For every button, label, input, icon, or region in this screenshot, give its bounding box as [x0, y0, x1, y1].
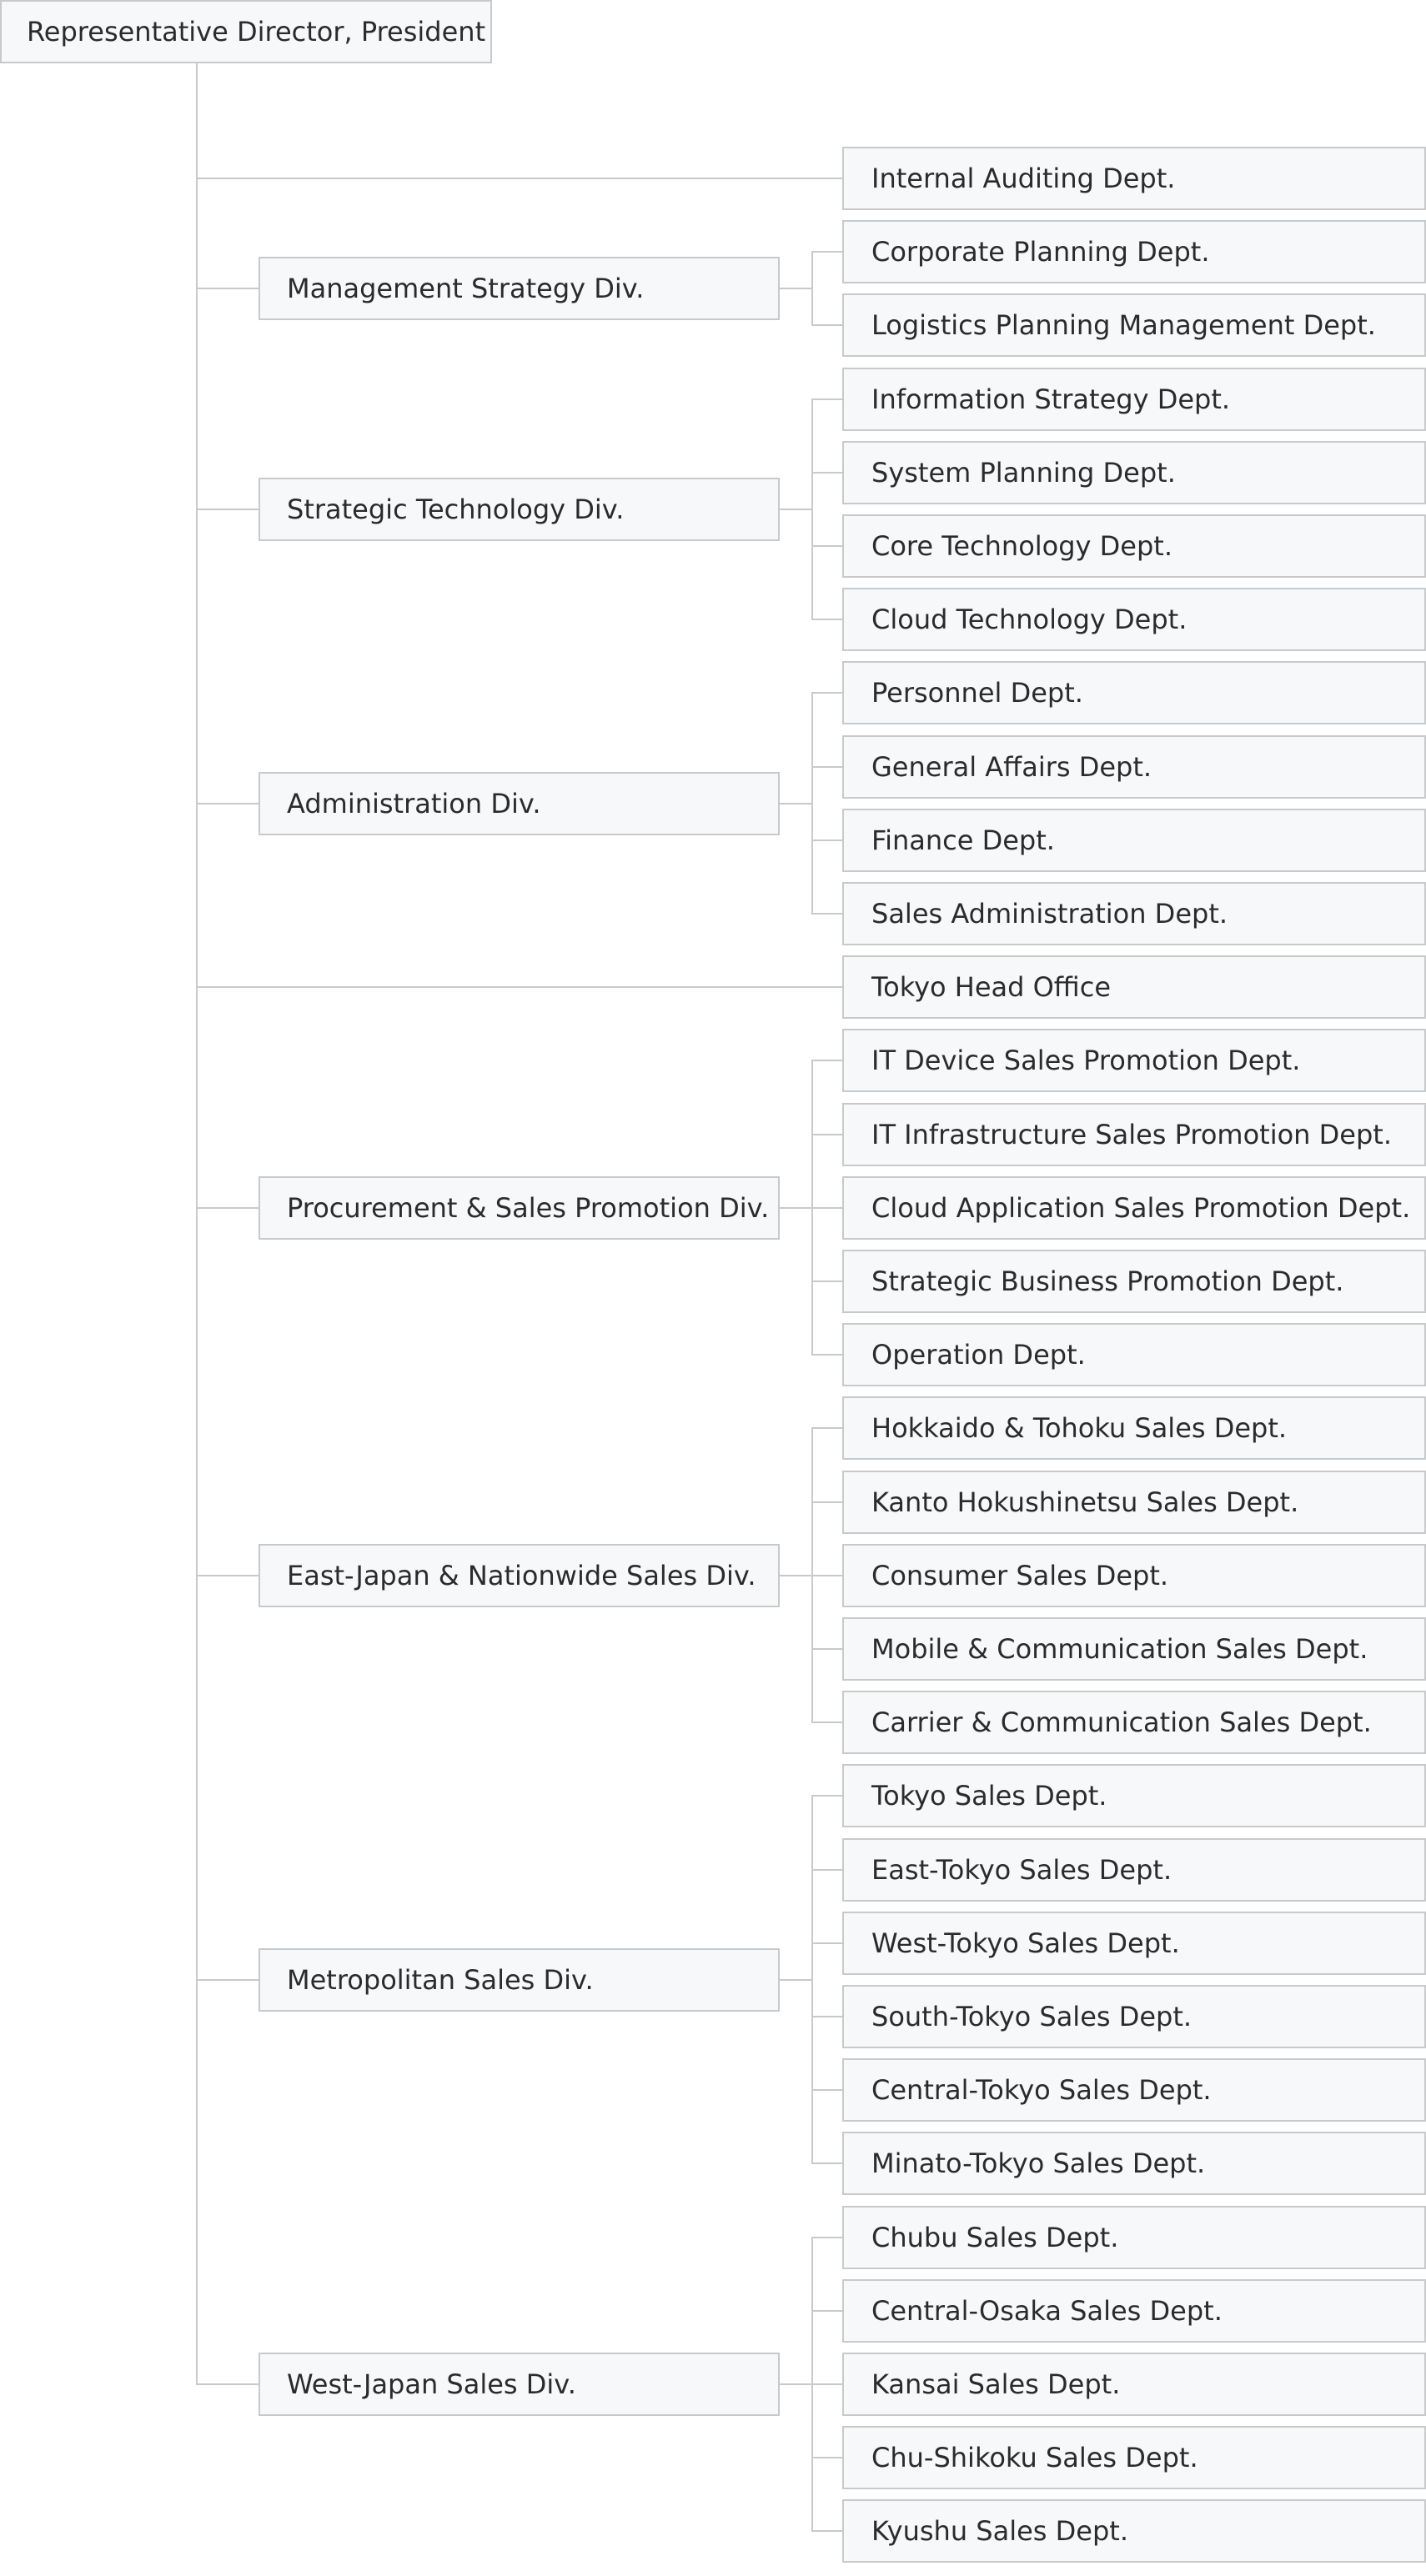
dept-node	[842, 441, 1426, 504]
dept-node-label: West-Tokyo Sales Dept.	[871, 1927, 1180, 1959]
connector-bracket-to-dept	[811, 2089, 842, 2091]
division-node-label: East-Japan & Nationwide Sales Div.	[287, 1559, 756, 1591]
connector-bracket-to-dept	[811, 1942, 842, 1944]
division-node	[259, 1176, 780, 1240]
connector-bracket-to-dept	[811, 1869, 842, 1871]
dept-node	[842, 661, 1426, 724]
dept-node-label: Chubu Sales Dept.	[871, 2221, 1119, 2253]
dept-node	[842, 1838, 1426, 1902]
connector-bracket-to-dept	[811, 766, 842, 768]
connector-bracket-to-dept	[811, 2016, 842, 2017]
connector-bracket-to-dept	[811, 1648, 842, 1650]
dept-node	[842, 1985, 1426, 2048]
dept-node	[842, 1176, 1426, 1240]
connector-bracket-to-dept	[811, 472, 842, 474]
dept-node-label: Central-Osaka Sales Dept.	[871, 2294, 1223, 2327]
dept-node-label: Consumer Sales Dept.	[871, 1559, 1169, 1591]
connector-bracket-to-dept	[811, 324, 842, 326]
division-node	[259, 478, 780, 541]
division-node-label: Management Strategy Div.	[287, 273, 645, 305]
connector-bracket-to-dept	[811, 2383, 842, 2385]
connector-div-to-bracket	[780, 1575, 812, 1576]
division-node	[259, 1948, 780, 2012]
root-node-label: Representative Director, President	[27, 16, 486, 48]
root-node	[0, 0, 492, 63]
division-node-label: Strategic Technology Div.	[287, 493, 625, 525]
division-node-label: Administration Div.	[287, 787, 541, 819]
dept-node	[842, 1544, 1426, 1607]
connector-bracket-to-dept	[811, 545, 842, 547]
dept-node	[842, 1617, 1426, 1681]
connector-bracket-to-dept	[811, 2310, 842, 2312]
dept-node-label: East-Tokyo Sales Dept.	[871, 1853, 1172, 1886]
connector-trunk-to-div	[196, 288, 259, 289]
dept-node-label: Cloud Application Sales Promotion Dept.	[871, 1191, 1411, 1224]
dept-node	[842, 1764, 1426, 1827]
connector-bracket-to-dept	[811, 1427, 842, 1429]
division-node-label: Procurement & Sales Promotion Div.	[287, 1191, 770, 1224]
dept-node-label: Kansai Sales Dept.	[871, 2368, 1121, 2400]
connector-bracket-to-dept	[811, 251, 842, 253]
connector-direct	[196, 986, 842, 988]
connector-bracket-to-dept	[811, 1354, 842, 1356]
connector-trunk-to-div	[196, 803, 259, 804]
connector-bracket	[811, 692, 813, 915]
connector-bracket-to-dept	[811, 2163, 842, 2164]
dept-node-label: South-Tokyo Sales Dept.	[871, 2001, 1193, 2032]
dept-node-label: Tokyo Head Office	[871, 971, 1112, 1004]
dept-node	[842, 220, 1426, 283]
dept-node-label: Sales Administration Dept.	[871, 898, 1228, 930]
connector-bracket-to-dept	[811, 1722, 842, 1723]
connector-bracket-to-dept	[811, 619, 842, 620]
connector-div-to-bracket	[780, 803, 812, 804]
dept-node	[842, 147, 1426, 210]
connector-bracket-to-dept	[811, 1501, 842, 1503]
connector-trunk-to-div	[196, 509, 259, 510]
connector-div-to-bracket	[780, 2383, 812, 2385]
division-node	[259, 772, 780, 835]
dept-node	[842, 2279, 1426, 2343]
dept-node	[842, 1250, 1426, 1313]
dept-node	[842, 1471, 1426, 1534]
dept-node	[842, 955, 1426, 1019]
connector-bracket-to-dept	[811, 1134, 842, 1135]
dept-node-label: Corporate Planning Dept.	[871, 236, 1210, 268]
division-node-label: West-Japan Sales Div.	[287, 2368, 576, 2400]
dept-node-label: Tokyo Sales Dept.	[871, 1780, 1107, 1812]
dept-node	[842, 1029, 1426, 1092]
division-node	[259, 2353, 780, 2416]
division-node	[259, 1544, 780, 1607]
connector-bracket-to-dept	[811, 692, 842, 694]
connector-bracket	[811, 1795, 813, 2164]
dept-node	[842, 2426, 1426, 2489]
connector-bracket	[811, 398, 813, 621]
dept-node-label: Personnel Dept.	[871, 677, 1083, 709]
division-node-label: Metropolitan Sales Div.	[287, 1963, 594, 1996]
dept-node-label: System Planning Dept.	[871, 456, 1176, 489]
dept-node-label: IT Device Sales Promotion Dept.	[871, 1045, 1301, 1077]
connector-bracket-to-dept	[811, 398, 842, 400]
dept-node	[842, 2499, 1426, 2563]
dept-node-label: Information Strategy Dept.	[871, 383, 1231, 415]
dept-node	[842, 882, 1426, 945]
dept-node	[842, 809, 1426, 872]
dept-node	[842, 2206, 1426, 2269]
connector-bracket	[811, 251, 813, 326]
dept-node	[842, 368, 1426, 431]
dept-node-label: Logistics Planning Management Dept.	[871, 309, 1376, 342]
connector-trunk	[196, 63, 198, 2385]
dept-node-label: Finance Dept.	[871, 824, 1055, 856]
dept-node	[842, 735, 1426, 799]
dept-node	[842, 2353, 1426, 2416]
connector-bracket-to-dept	[811, 1060, 842, 1061]
connector-trunk-to-div	[196, 1207, 259, 1209]
connector-direct	[196, 178, 842, 179]
connector-bracket-to-dept	[811, 2457, 842, 2458]
dept-node-label: Central-Tokyo Sales Dept.	[871, 2074, 1212, 2107]
connector-bracket-to-dept	[811, 1207, 842, 1209]
connector-div-to-bracket	[780, 509, 812, 510]
connector-bracket-to-dept	[811, 1280, 842, 1282]
dept-node	[842, 2132, 1426, 2195]
connector-trunk-to-div	[196, 2383, 259, 2385]
dept-node-label: Internal Auditing Dept.	[871, 163, 1176, 194]
connector-div-to-bracket	[780, 288, 812, 289]
dept-node	[842, 514, 1426, 578]
dept-node-label: Kyushu Sales Dept.	[871, 2515, 1128, 2548]
dept-node-label: Kanto Hokushinetsu Sales Dept.	[871, 1486, 1299, 1518]
connector-div-to-bracket	[780, 1979, 812, 1981]
dept-node	[842, 1323, 1426, 1386]
connector-bracket-to-dept	[811, 2237, 842, 2238]
connector-bracket-to-dept	[811, 1575, 842, 1576]
dept-node	[842, 1396, 1426, 1460]
dept-node-label: Operation Dept.	[871, 1339, 1086, 1371]
dept-node-label: IT Infrastructure Sales Promotion Dept.	[871, 1118, 1392, 1150]
dept-node	[842, 1691, 1426, 1754]
dept-node	[842, 2058, 1426, 2122]
connector-bracket-to-dept	[811, 2530, 842, 2532]
dept-node	[842, 1103, 1426, 1166]
connector-trunk-to-div	[196, 1979, 259, 1981]
dept-node-label: Hokkaido & Tohoku Sales Dept.	[871, 1412, 1288, 1445]
dept-node-label: Chu-Shikoku Sales Dept.	[871, 2442, 1198, 2474]
dept-node	[842, 588, 1426, 651]
connector-bracket-to-dept	[811, 839, 842, 841]
dept-node-label: General Affairs Dept.	[871, 750, 1152, 783]
dept-node	[842, 293, 1426, 357]
dept-node-label: Carrier & Communication Sales Dept.	[871, 1706, 1372, 1739]
dept-node-label: Minato-Tokyo Sales Dept.	[871, 2148, 1206, 2180]
connector-div-to-bracket	[780, 1207, 812, 1209]
connector-bracket-to-dept	[811, 913, 842, 915]
dept-node-label: Cloud Technology Dept.	[871, 604, 1187, 636]
dept-node	[842, 1912, 1426, 1975]
dept-node-label: Strategic Business Promotion Dept.	[871, 1265, 1344, 1297]
division-node	[259, 257, 780, 320]
dept-node-label: Mobile & Communication Sales Dept.	[871, 1633, 1368, 1665]
dept-node-label: Core Technology Dept.	[871, 530, 1173, 562]
connector-bracket-to-dept	[811, 1795, 842, 1797]
connector-trunk-to-div	[196, 1575, 259, 1576]
